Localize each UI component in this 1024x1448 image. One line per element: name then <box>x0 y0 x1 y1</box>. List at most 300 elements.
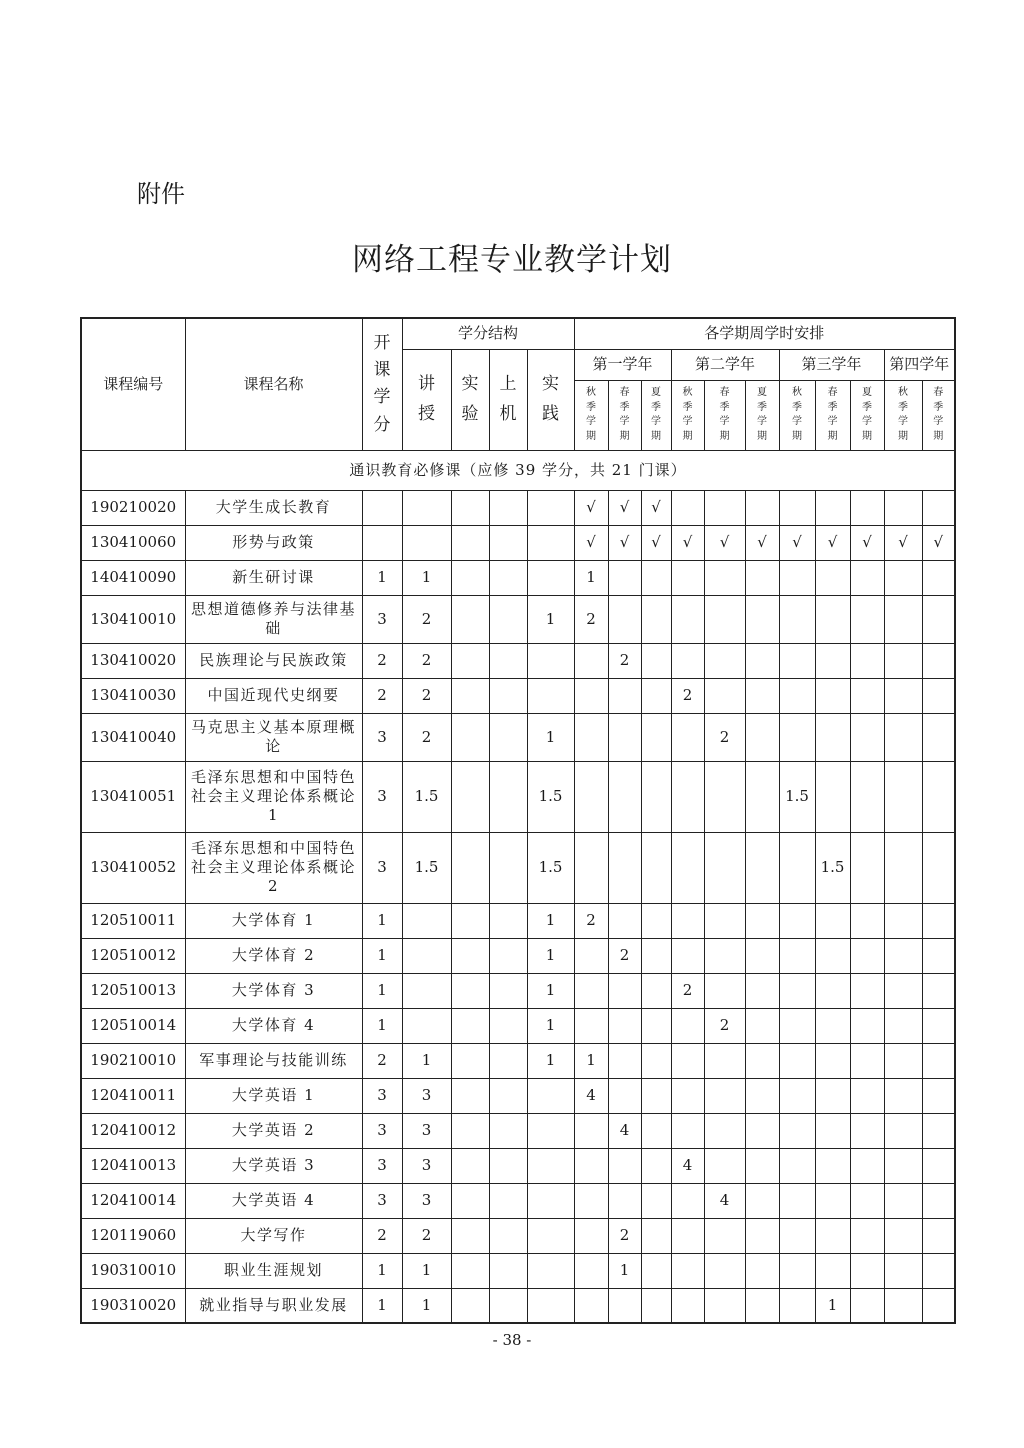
practice-cell: 1 <box>527 938 574 973</box>
semester-hours-cell <box>745 643 779 678</box>
lecture-cell: 3 <box>402 1148 451 1183</box>
semester-hours-cell <box>745 1043 779 1078</box>
header-year-4: 第四学年 <box>884 349 955 380</box>
credits-cell: 1 <box>362 1008 402 1043</box>
header-semester-char: 夏 <box>862 387 873 398</box>
table-header <box>81 318 955 450</box>
course-name-cell: 马克思主义基本原理概论 <box>185 713 362 761</box>
table-row <box>81 832 955 903</box>
header-semester-char: 学 <box>719 416 730 427</box>
semester-hours-cell <box>641 1008 671 1043</box>
semester-hours-cell <box>704 490 745 525</box>
header-semester-char: 秋 <box>792 387 803 398</box>
computer-cell <box>489 1183 527 1218</box>
header-semester-char: 春 <box>827 387 838 398</box>
computer-cell <box>489 713 527 761</box>
semester-hours-cell: 2 <box>671 973 704 1008</box>
header-schedule: 各学期周学时安排 <box>574 318 955 349</box>
lab-cell <box>451 1253 489 1288</box>
attachment-label: 附件 <box>137 180 185 208</box>
lecture-cell: 3 <box>402 1183 451 1218</box>
semester-hours-cell <box>815 713 850 761</box>
semester-hours-cell <box>884 903 922 938</box>
header-char: 验 <box>461 403 479 424</box>
semester-hours-cell <box>641 938 671 973</box>
semester-hours-cell <box>671 1183 704 1218</box>
computer-cell <box>489 490 527 525</box>
semester-hours-cell: 1.5 <box>815 832 850 903</box>
semester-hours-cell <box>922 1008 955 1043</box>
semester-hours-cell <box>922 713 955 761</box>
lecture-cell <box>402 490 451 525</box>
course-name-cell: 大学体育 2 <box>185 938 362 973</box>
semester-hours-cell <box>815 973 850 1008</box>
practice-cell <box>527 678 574 713</box>
semester-hours-cell <box>608 973 641 1008</box>
header-semester-spring <box>704 380 745 450</box>
header-semester-char: 期 <box>827 430 838 442</box>
semester-hours-cell <box>704 1113 745 1148</box>
semester-hours-cell <box>671 1008 704 1043</box>
semester-hours-cell <box>704 560 745 595</box>
table-row <box>81 1078 955 1113</box>
table-row <box>81 761 955 832</box>
semester-hours-cell <box>779 1043 815 1078</box>
semester-hours-cell <box>850 761 884 832</box>
semester-hours-cell <box>671 1253 704 1288</box>
semester-hours-cell <box>641 560 671 595</box>
semester-hours-cell <box>779 1008 815 1043</box>
credits-cell: 3 <box>362 595 402 643</box>
lecture-cell <box>402 525 451 560</box>
header-semester-summer <box>745 380 779 450</box>
header-char: 践 <box>542 403 559 424</box>
header-year-2: 第二学年 <box>671 349 779 380</box>
semester-hours-cell <box>745 678 779 713</box>
header-semester-autumn <box>779 380 815 450</box>
semester-hours-cell <box>641 1078 671 1113</box>
header-semester-char: 学 <box>651 416 662 427</box>
semester-hours-cell <box>922 1253 955 1288</box>
header-semester-char: 学 <box>619 416 630 427</box>
semester-hours-cell <box>815 595 850 643</box>
course-name-cell: 形势与政策 <box>185 525 362 560</box>
semester-hours-cell <box>704 643 745 678</box>
table-body <box>81 450 955 1323</box>
practice-cell: 1 <box>527 1043 574 1078</box>
header-semester-char: 夏 <box>757 387 768 398</box>
header-semester-char: 学 <box>682 416 693 427</box>
semester-hours-cell <box>922 1113 955 1148</box>
semester-hours-cell <box>779 713 815 761</box>
header-semester-char: 季 <box>933 401 944 413</box>
semester-hours-cell <box>704 832 745 903</box>
computer-cell <box>489 678 527 713</box>
semester-hours-cell <box>574 678 608 713</box>
header-char: 上 <box>499 374 517 395</box>
semester-hours-cell <box>922 1218 955 1253</box>
semester-hours-cell <box>815 938 850 973</box>
credits-cell: 3 <box>362 713 402 761</box>
lecture-cell: 2 <box>402 678 451 713</box>
computer-cell <box>489 1078 527 1113</box>
semester-hours-cell <box>671 903 704 938</box>
header-semester-char: 季 <box>619 401 630 413</box>
semester-hours-cell: √ <box>850 525 884 560</box>
semester-hours-cell <box>641 1113 671 1148</box>
lab-cell <box>451 490 489 525</box>
semester-hours-cell <box>779 903 815 938</box>
semester-hours-cell: 2 <box>704 713 745 761</box>
practice-cell: 1 <box>527 1008 574 1043</box>
course-name-cell: 大学英语 3 <box>185 1148 362 1183</box>
practice-cell: 1 <box>527 903 574 938</box>
semester-hours-cell <box>671 643 704 678</box>
lecture-cell: 1.5 <box>402 761 451 832</box>
lab-cell <box>451 595 489 643</box>
semester-hours-cell <box>884 1253 922 1288</box>
semester-hours-cell <box>884 1078 922 1113</box>
computer-cell <box>489 1218 527 1253</box>
header-semester-char: 季 <box>898 401 909 413</box>
semester-hours-cell <box>850 1218 884 1253</box>
semester-hours-cell <box>884 560 922 595</box>
lecture-cell: 2 <box>402 595 451 643</box>
lab-cell <box>451 1008 489 1043</box>
semester-hours-cell <box>574 938 608 973</box>
semester-hours-cell <box>671 1078 704 1113</box>
semester-hours-cell: 1.5 <box>779 761 815 832</box>
computer-cell <box>489 595 527 643</box>
semester-hours-cell <box>884 595 922 643</box>
semester-hours-cell <box>608 1148 641 1183</box>
semester-hours-cell: 2 <box>671 678 704 713</box>
credits-cell: 1 <box>362 938 402 973</box>
semester-hours-cell <box>704 761 745 832</box>
semester-hours-cell <box>608 903 641 938</box>
header-semester-spring <box>608 380 641 450</box>
semester-hours-cell <box>745 973 779 1008</box>
header-semester-char: 季 <box>719 401 730 413</box>
credits-cell: 3 <box>362 1183 402 1218</box>
course-name-cell: 毛泽东思想和中国特色社会主义理论体系概论 1 <box>185 761 362 832</box>
course-name-cell: 大学体育 4 <box>185 1008 362 1043</box>
semester-hours-cell <box>850 490 884 525</box>
semester-hours-cell: √ <box>779 525 815 560</box>
semester-hours-cell: 2 <box>574 595 608 643</box>
credits-cell: 3 <box>362 1113 402 1148</box>
semester-hours-cell <box>641 1288 671 1323</box>
lab-cell <box>451 832 489 903</box>
practice-cell <box>527 525 574 560</box>
course-code-cell: 130410020 <box>81 643 185 678</box>
semester-hours-cell: √ <box>815 525 850 560</box>
practice-cell <box>527 643 574 678</box>
semester-hours-cell <box>608 1288 641 1323</box>
semester-hours-cell <box>704 595 745 643</box>
course-code-cell: 140410090 <box>81 560 185 595</box>
semester-hours-cell <box>850 1008 884 1043</box>
semester-hours-cell <box>745 832 779 903</box>
course-name-cell: 职业生涯规划 <box>185 1253 362 1288</box>
header-computer <box>489 349 527 450</box>
table-row <box>81 595 955 643</box>
course-code-cell: 120410013 <box>81 1148 185 1183</box>
semester-hours-cell <box>704 938 745 973</box>
header-char: 讲 <box>418 374 435 395</box>
header-semester-char: 期 <box>792 430 803 442</box>
semester-hours-cell <box>850 1253 884 1288</box>
semester-hours-cell <box>745 1113 779 1148</box>
header-semester-char: 秋 <box>898 387 909 398</box>
semester-hours-cell <box>815 903 850 938</box>
course-code-cell: 120119060 <box>81 1218 185 1253</box>
lab-cell <box>451 938 489 973</box>
semester-hours-cell <box>815 1183 850 1218</box>
header-lecture <box>402 349 451 450</box>
credits-cell: 2 <box>362 1043 402 1078</box>
header-semester-autumn <box>574 380 608 450</box>
header-course-code: 课程编号 <box>81 318 185 450</box>
semester-hours-cell <box>704 1078 745 1113</box>
semester-hours-cell <box>745 1288 779 1323</box>
semester-hours-cell <box>850 1113 884 1148</box>
credits-cell: 1 <box>362 903 402 938</box>
lab-cell <box>451 560 489 595</box>
table-row <box>81 1183 955 1218</box>
header-semester-char: 期 <box>651 430 662 442</box>
lecture-cell: 3 <box>402 1078 451 1113</box>
semester-hours-cell <box>671 595 704 643</box>
semester-hours-cell: √ <box>922 525 955 560</box>
lab-cell <box>451 903 489 938</box>
semester-hours-cell <box>574 713 608 761</box>
course-code-cell: 120510014 <box>81 1008 185 1043</box>
header-semester-char: 学 <box>757 416 768 427</box>
credits-cell: 3 <box>362 761 402 832</box>
semester-hours-cell <box>815 1078 850 1113</box>
table-row <box>81 1113 955 1148</box>
semester-hours-cell <box>922 973 955 1008</box>
credits-cell: 2 <box>362 678 402 713</box>
semester-hours-cell <box>850 1288 884 1323</box>
semester-hours-cell <box>641 713 671 761</box>
semester-hours-cell: √ <box>608 490 641 525</box>
computer-cell <box>489 973 527 1008</box>
table-row <box>81 1288 955 1323</box>
header-semester-spring <box>815 380 850 450</box>
header-semester-char: 季 <box>651 401 662 413</box>
computer-cell <box>489 1288 527 1323</box>
semester-hours-cell: √ <box>704 525 745 560</box>
semester-hours-cell <box>850 1043 884 1078</box>
course-code-cell: 190210020 <box>81 490 185 525</box>
semester-hours-cell <box>884 938 922 973</box>
semester-hours-cell <box>745 903 779 938</box>
course-name-cell: 军事理论与技能训练 <box>185 1043 362 1078</box>
course-name-cell: 就业指导与职业发展 <box>185 1288 362 1323</box>
table-row <box>81 1043 955 1078</box>
table-row <box>81 938 955 973</box>
header-semester-char: 季 <box>682 401 693 413</box>
semester-hours-cell <box>850 560 884 595</box>
table-row <box>81 973 955 1008</box>
course-name-cell: 新生研讨课 <box>185 560 362 595</box>
semester-hours-cell <box>671 832 704 903</box>
semester-hours-cell: 2 <box>704 1008 745 1043</box>
semester-hours-cell <box>922 1288 955 1323</box>
course-name-cell: 思想道德修养与法律基础 <box>185 595 362 643</box>
semester-hours-cell <box>922 490 955 525</box>
course-code-cell: 130410040 <box>81 713 185 761</box>
course-code-cell: 120510013 <box>81 973 185 1008</box>
practice-cell <box>527 1253 574 1288</box>
semester-hours-cell: 4 <box>608 1113 641 1148</box>
semester-hours-cell <box>779 678 815 713</box>
credits-cell: 1 <box>362 560 402 595</box>
table-row <box>81 643 955 678</box>
lecture-cell <box>402 1008 451 1043</box>
semester-hours-cell <box>641 1183 671 1218</box>
semester-hours-cell <box>850 832 884 903</box>
header-semester-char: 秋 <box>682 387 693 398</box>
semester-hours-cell <box>745 1008 779 1043</box>
credits-cell: 3 <box>362 1078 402 1113</box>
credits-cell <box>362 490 402 525</box>
practice-cell: 1 <box>527 973 574 1008</box>
semester-hours-cell <box>815 761 850 832</box>
lab-cell <box>451 761 489 832</box>
computer-cell <box>489 1043 527 1078</box>
course-name-cell: 中国近现代史纲要 <box>185 678 362 713</box>
credits-cell: 1 <box>362 1288 402 1323</box>
header-semester-char: 学 <box>933 416 944 427</box>
credits-cell: 3 <box>362 1148 402 1183</box>
header-credits <box>362 318 402 450</box>
semester-hours-cell <box>574 1008 608 1043</box>
lab-cell <box>451 1288 489 1323</box>
semester-hours-cell <box>745 938 779 973</box>
practice-cell: 1 <box>527 595 574 643</box>
practice-cell <box>527 490 574 525</box>
table-row <box>81 490 955 525</box>
lab-cell <box>451 1078 489 1113</box>
practice-cell <box>527 1148 574 1183</box>
semester-hours-cell <box>745 1078 779 1113</box>
header-credits-char: 学 <box>373 387 391 408</box>
header-semester-char: 期 <box>619 430 630 442</box>
semester-hours-cell <box>779 938 815 973</box>
semester-hours-cell: √ <box>745 525 779 560</box>
semester-hours-cell <box>815 560 850 595</box>
semester-hours-cell <box>850 973 884 1008</box>
semester-hours-cell: √ <box>671 525 704 560</box>
semester-hours-cell <box>779 832 815 903</box>
semester-hours-cell <box>850 713 884 761</box>
semester-hours-cell: √ <box>641 525 671 560</box>
table-row <box>81 1218 955 1253</box>
semester-hours-cell <box>922 761 955 832</box>
computer-cell <box>489 761 527 832</box>
practice-cell <box>527 1218 574 1253</box>
semester-hours-cell <box>745 1218 779 1253</box>
practice-cell <box>527 1078 574 1113</box>
semester-hours-cell <box>779 490 815 525</box>
semester-hours-cell: 1 <box>574 560 608 595</box>
header-semester-char: 夏 <box>651 387 662 398</box>
semester-hours-cell <box>884 1183 922 1218</box>
semester-hours-cell <box>779 1218 815 1253</box>
semester-hours-cell <box>884 1288 922 1323</box>
header-semester-char: 春 <box>719 387 730 398</box>
credits-cell: 1 <box>362 1253 402 1288</box>
table-row <box>81 525 955 560</box>
computer-cell <box>489 1008 527 1043</box>
semester-hours-cell: √ <box>884 525 922 560</box>
semester-hours-cell <box>922 1183 955 1218</box>
semester-hours-cell <box>884 713 922 761</box>
header-semester-char: 季 <box>757 401 768 413</box>
semester-hours-cell <box>815 678 850 713</box>
semester-hours-cell <box>641 903 671 938</box>
header-semester-autumn <box>884 380 922 450</box>
semester-hours-cell <box>850 595 884 643</box>
semester-hours-cell <box>779 643 815 678</box>
semester-hours-cell <box>779 1078 815 1113</box>
header-semester-char: 期 <box>586 430 597 442</box>
semester-hours-cell <box>671 560 704 595</box>
table-row <box>81 713 955 761</box>
semester-hours-cell <box>884 973 922 1008</box>
semester-hours-cell <box>779 595 815 643</box>
semester-hours-cell <box>884 1008 922 1043</box>
lecture-cell: 1 <box>402 1288 451 1323</box>
semester-hours-cell <box>641 832 671 903</box>
semester-hours-cell <box>641 1253 671 1288</box>
semester-hours-cell <box>815 1218 850 1253</box>
semester-hours-cell <box>884 678 922 713</box>
semester-hours-cell <box>922 832 955 903</box>
header-semester-char: 期 <box>757 430 768 442</box>
table-row <box>81 560 955 595</box>
header-semester-summer <box>850 380 884 450</box>
semester-hours-cell <box>850 1148 884 1183</box>
semester-hours-cell <box>850 1078 884 1113</box>
semester-hours-cell <box>641 1218 671 1253</box>
computer-cell <box>489 560 527 595</box>
semester-hours-cell: √ <box>574 525 608 560</box>
semester-hours-cell: √ <box>574 490 608 525</box>
header-credit-structure: 学分结构 <box>402 318 574 349</box>
semester-hours-cell <box>671 761 704 832</box>
semester-hours-cell <box>574 1253 608 1288</box>
semester-hours-cell <box>574 1218 608 1253</box>
semester-hours-cell <box>641 1043 671 1078</box>
semester-hours-cell <box>922 1043 955 1078</box>
semester-hours-cell <box>922 1148 955 1183</box>
table-row <box>81 1148 955 1183</box>
semester-hours-cell <box>884 832 922 903</box>
course-code-cell: 190210010 <box>81 1043 185 1078</box>
header-lab <box>451 349 489 450</box>
semester-hours-cell <box>608 1008 641 1043</box>
credits-cell <box>362 525 402 560</box>
semester-hours-cell <box>608 1078 641 1113</box>
semester-hours-cell <box>608 713 641 761</box>
computer-cell <box>489 1113 527 1148</box>
header-semester-char: 期 <box>898 430 909 442</box>
semester-hours-cell <box>671 490 704 525</box>
